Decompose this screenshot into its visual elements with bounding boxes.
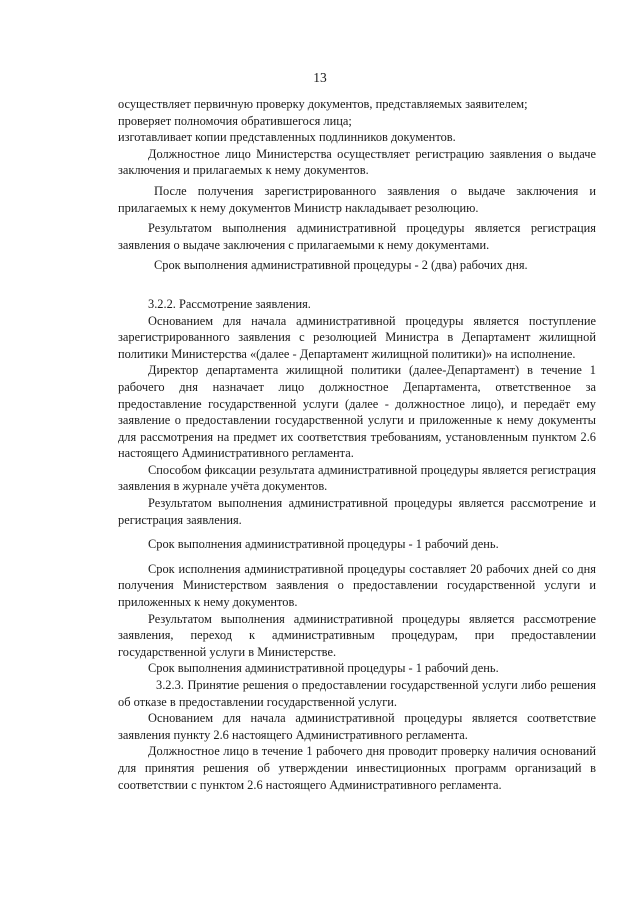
section-heading-3-2-2: 3.2.2. Рассмотрение заявления. (148, 296, 311, 311)
paragraph: Срок выполнения административной процедуры - 2 (два) рабочих дня. (154, 258, 528, 273)
paragraph: Способом фиксации результата административной процедуры является регистрация заявления в журнале учёта документов. (118, 462, 596, 494)
paragraph: проверяет полномочия обратившегося лица; (118, 113, 352, 128)
paragraph: Должностное лицо в течение 1 рабочего дня проводит проверку наличия оснований для принятия решения об утверждении инвестиционных программ организаций в соответствии с пунктом 2.6 настоящего Административного регламента. (118, 744, 596, 792)
paragraph: изготавливает копии представленных подлинников документов. (118, 130, 456, 145)
paragraph: Результатом выполнения административной процедуры является рассмотрение и регистрация заявления. (118, 496, 596, 527)
paragraph: Срок выполнения административной процедуры - 1 рабочий день. (148, 537, 499, 552)
paragraph: Результатом выполнения административной процедуры является регистрация заявления о выдаче заключения с прилагаемыми к нему документами. (118, 221, 596, 252)
page-number: 13 (313, 70, 327, 85)
document-body (118, 96, 596, 793)
paragraph: Срок исполнения административной процедуры составляет 20 рабочих дней со дня получения Министерством заявления о предоставлении государственной услуги и приложенных к нему документов. (118, 561, 596, 610)
paragraph: осуществляет первичную проверку документов, представляемых заявителем; (118, 97, 528, 111)
paragraph: Основанием для начала административной процедуры является соответствие заявления пункту 2.6 настоящего Административного регламента. (118, 711, 596, 742)
paragraph: После получения зарегистрированного заявления о выдаче заключения и прилагаемых к нему документов Министр накладывает резолюцию. (118, 183, 596, 215)
paragraph: Результатом выполнения административной процедуры является рассмотрение заявления, переход к административным процедурам, при предоставлении государственной услуги в Министерстве. (118, 611, 596, 659)
paragraph: Срок выполнения административной процедуры - 1 рабочий день. (148, 661, 499, 676)
paragraph: Основанием для начала административной процедуры является поступление зарегистрированного заявления с резолюцией Министра в Департамент жилищной политики Министерства «(далее - Департамент жилищной политики)» на исполнение. (118, 313, 596, 361)
paragraph: Должностное лицо Министерства осуществляет регистрацию заявления о выдаче заключения и прилагаемых к нему документов. (118, 146, 596, 178)
section-heading-3-2-3: 3.2.3. Принятие решения о предоставлении государственной услуги либо решения об отказе в предоставлении государственной услуги. (118, 678, 596, 709)
paragraph: Директор департамента жилищной политики (далее-Департамент) в течение 1 рабочего дня назначает лицо должностное Департамента, ответственное за предоставление государственной услуги (далее - должностное лицо), и передаёт ему заявление о предоставлении государственной услуги и приложенные к нему документы для рассмотрения на предмет их соответствия требованиям, установленным пунктом 2.6 настоящего Административного регламента. (118, 363, 596, 461)
